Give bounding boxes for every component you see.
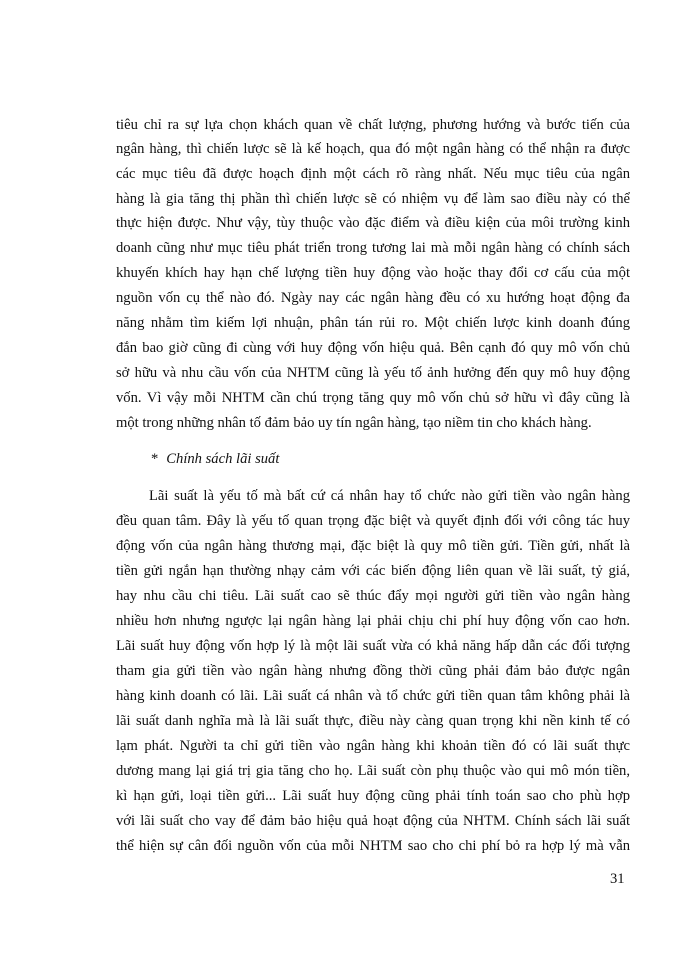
text-line: với lãi suất cho vay để đảm bảo hiệu quả hoạt động của NHTM. Chính sách lãi suất bbox=[116, 813, 630, 829]
text-line: ngân hàng, thì chiến lược sẽ là kế hoạch, qua đó một ngân hàng có thể nhận ra được bbox=[116, 141, 630, 157]
text-line: tham gia gửi tiền vào ngân hàng nhưng đồng thời cũng phải đảm bảo được ngân bbox=[116, 663, 630, 679]
text-line: năng nhằm tìm kiếm lợi nhuận, phân tán rủi ro. Một chiến lược kinh doanh đúng bbox=[116, 315, 630, 331]
text-line: tiền gửi ngắn hạn thường nhạy cảm với các biến động liên quan về lãi suất, tỷ giá, bbox=[116, 563, 630, 579]
text-line: hay nhu cầu chi tiêu. Lãi suất cao sẽ thúc đẩy mọi người gửi tiền vào ngân hàng bbox=[116, 588, 630, 604]
heading-bullet: * bbox=[151, 451, 159, 467]
text-line: hàng kinh doanh có lãi. Lãi suất cá nhân và tổ chức gửi tiền quan tâm không phải là bbox=[116, 688, 630, 704]
text-line: đắn bao giờ cũng đi cùng với huy động vốn hiệu quả. Bên cạnh đó quy mô vốn chủ bbox=[116, 340, 630, 356]
text-line: một trong những nhân tố đảm bảo uy tín ngân hàng, tạo niềm tin cho khách hàng. bbox=[116, 415, 592, 431]
text-line: các mục tiêu đã được hoạch định một cách rõ ràng nhất. Nếu mục tiêu của ngân bbox=[116, 166, 630, 182]
text-line: thể hiện sự cân đối nguồn vốn của mỗi NHTM sao cho chi phí bỏ ra hợp lý mà vẫn bbox=[116, 838, 630, 854]
text-line: thực hiện được. Như vậy, tùy thuộc vào đặc điểm và điều kiện của môi trường kinh bbox=[116, 215, 630, 231]
text-line: dương mang lại giá trị gia tăng cho họ. Lãi suất còn phụ thuộc vào qui mô món tiền, bbox=[116, 763, 630, 779]
text-line: đều quan tâm. Đây là yếu tố quan trọng đặc biệt và quyết định đối với công tác huy bbox=[116, 513, 630, 529]
text-line: doanh cũng như mục tiêu phát triển trong tương lai mà mỗi ngân hàng có chính sách bbox=[116, 240, 630, 256]
text-line: động vốn của ngân hàng thương mại, đặc biệt là quy mô tiền gửi. Tiền gửi, nhất là bbox=[116, 538, 630, 554]
text-line: kì hạn gửi, loại tiền gửi... Lãi suất huy động cũng phải tính toán sao cho phù hợp bbox=[116, 788, 630, 804]
text-line: Lãi suất là yếu tố mà bất cứ cá nhân hay tổ chức nào gửi tiền vào ngân hàng bbox=[149, 488, 630, 504]
heading-title: Chính sách lãi suất bbox=[166, 451, 280, 467]
text-line: nhiều hơn nhưng ngược lại ngân hàng lại phải chịu chi phí huy động vốn cao hơn. bbox=[116, 613, 630, 629]
section-heading bbox=[151, 450, 279, 468]
text-line: lạm phát. Người ta chỉ gửi tiền vào ngân hàng khi khoản tiền đó có lãi suất thực bbox=[116, 738, 630, 754]
text-line: lãi suất danh nghĩa mà là lãi suất thực, điều này càng quan trọng khi nền kinh tế có bbox=[116, 713, 630, 729]
text-line: sở hữu và nhu cầu vốn của NHTM cũng là yếu tố ảnh hưởng đến quy mô huy động bbox=[116, 365, 630, 381]
text-line: nguồn vốn cụ thể nào đó. Ngày nay các ngân hàng đều có xu hướng hoạt động đa bbox=[116, 290, 630, 306]
text-line: khuyến khích hay hạn chế lượng tiền huy động vào hoặc thay đổi cơ cấu của một bbox=[116, 265, 630, 281]
page-number: 31 bbox=[610, 871, 625, 887]
text-line: Lãi suất huy động vốn hợp lý là một lãi suất vừa có khả năng hấp dẫn các đối tượng bbox=[116, 638, 630, 654]
text-line: tiêu chỉ ra sự lựa chọn khách quan về chất lượng, phương hướng và bước tiến của bbox=[116, 117, 630, 133]
text-line: hàng là gia tăng thị phần thì chiến lược sẽ có nhiệm vụ để làm sao điều này có thể bbox=[116, 191, 630, 207]
text-line: vốn. Vì vậy mỗi NHTM cần chú trọng tăng quy mô vốn chủ sở hữu vì đây cũng là bbox=[116, 390, 630, 406]
